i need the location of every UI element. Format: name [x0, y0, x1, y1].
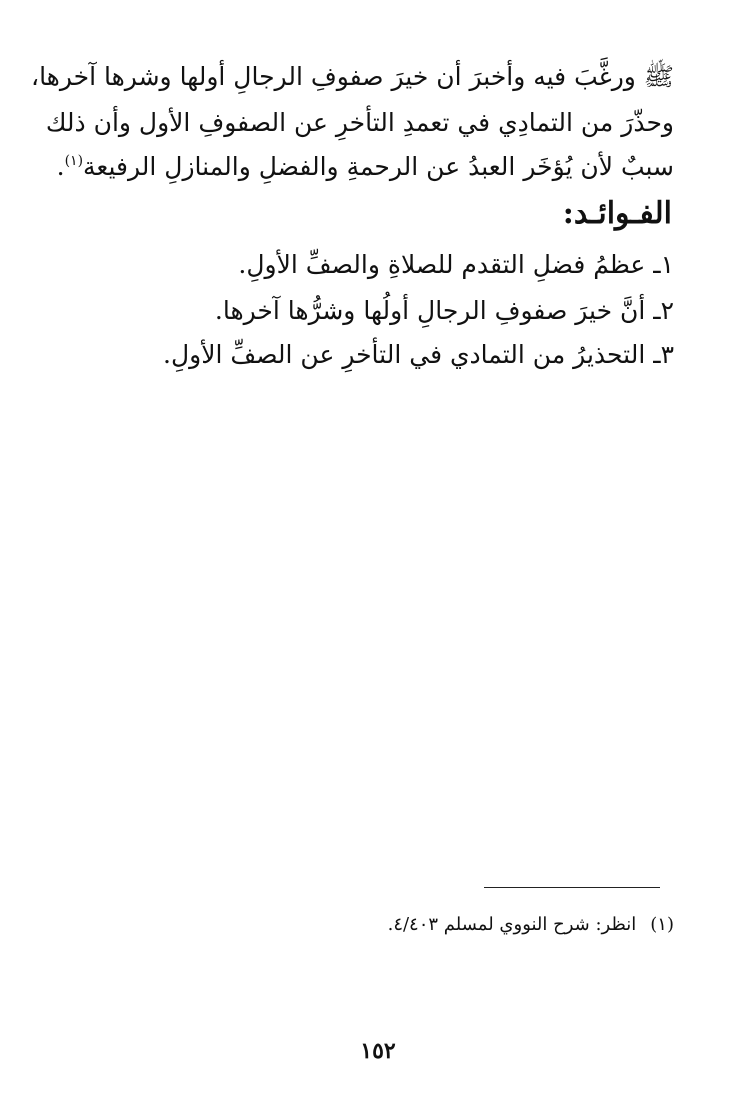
- benefit-item-3: ٣ـ التحذيرُ من التمادي في التأخرِ عن الصفِّ الأولِ.: [163, 340, 674, 369]
- paragraph-line-3: [57, 152, 674, 182]
- page-number: ١٥٢: [360, 1038, 396, 1064]
- footnote-marker: (١): [650, 914, 674, 935]
- paragraph-line-2: وحذّرَ من التمادِي في تعمدِ التأخرِ عن الصفوفِ الأول وأن ذلك: [45, 108, 674, 137]
- footnote-separator: [484, 887, 660, 888]
- benefit-item-1: ١ـ عظمُ فضلِ التقدم للصلاةِ والصفِّ الأولِ.: [238, 250, 674, 279]
- paragraph-line-3-end: .: [56, 152, 65, 181]
- benefit-item-2: ٢ـ أنَّ خيرَ صفوفِ الرجالِ أولُها وشرُّها آخرها.: [214, 296, 674, 325]
- footnote: [388, 914, 674, 935]
- benefits-heading: الفـوائـد:: [562, 196, 672, 231]
- paragraph-line-3-text: سببٌ لأن يُؤخَر العبدُ عن الرحمةِ والفضلِ والمنازلِ الرفيعة: [83, 152, 674, 181]
- footnote-text: انظر: شرح النووي لمسلم ٤/٤٠٣.: [387, 914, 637, 935]
- footnote-reference: (١): [64, 153, 84, 169]
- paragraph-line-1: ﷺ ورغَّبَ فيه وأخبرَ أن خيرَ صفوفِ الرجالِ أولها وشرها آخرها،: [31, 62, 674, 91]
